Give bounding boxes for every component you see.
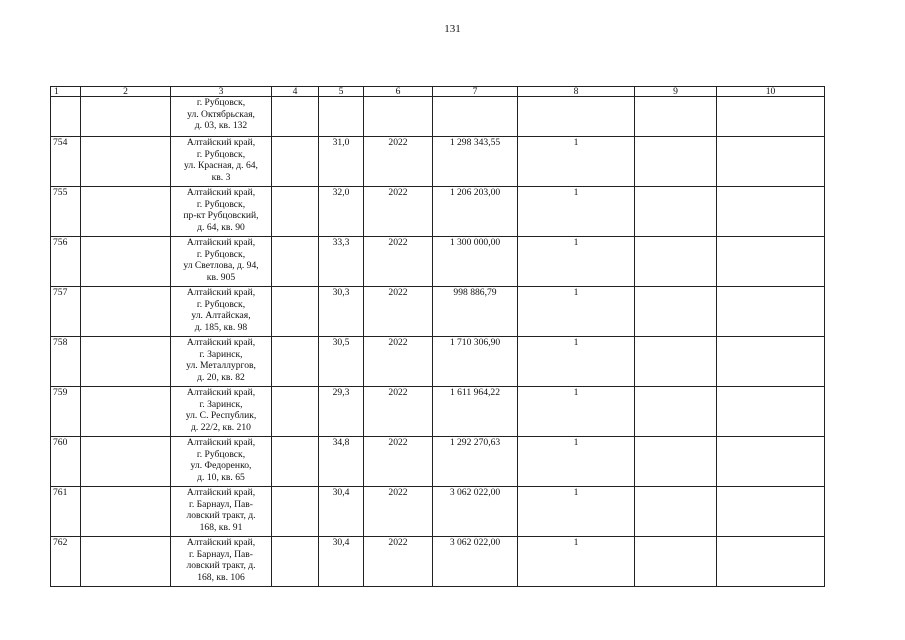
cell-col10 (717, 97, 825, 137)
cell-address (171, 537, 272, 587)
cell-year: 2022 (364, 287, 433, 337)
column-header-10: 10 (717, 87, 825, 97)
address-line: ул. С. Республик, (185, 410, 257, 422)
cell-number: 756 (51, 237, 81, 287)
address-line: Алтайский край, (186, 137, 256, 148)
cell-area: 31,0 (319, 137, 364, 187)
cell-count: 1 (518, 387, 635, 437)
cell-col2 (81, 537, 171, 587)
registry-table (50, 86, 825, 587)
cell-year (364, 97, 433, 137)
cell-address (171, 137, 272, 187)
address-line: пр-кт Рубцовский, (183, 210, 259, 222)
cell-price: 1 300 000,00 (433, 237, 518, 287)
cell-count: 1 (518, 287, 635, 337)
address-line: кв. 905 (206, 271, 236, 283)
cell-col10 (717, 487, 825, 537)
cell-col4 (272, 187, 319, 237)
address-line: д. 20, кв. 82 (197, 371, 245, 383)
address-line: кв. 3 (211, 171, 231, 183)
cell-count (518, 97, 635, 137)
cell-number: 755 (51, 187, 81, 237)
cell-col9 (635, 287, 717, 337)
address-line: Алтайский край, (186, 437, 256, 448)
cell-col2 (81, 97, 171, 137)
cell-price: 1 206 203,00 (433, 187, 518, 237)
cell-year: 2022 (364, 137, 433, 187)
cell-price: 1 710 306,90 (433, 337, 518, 387)
address-line: г. Барнаул, Пав- (189, 498, 253, 510)
address-line: ул. Красная, д. 64, (184, 160, 258, 172)
cell-col2 (81, 337, 171, 387)
address-line: ул. Федоренко, (190, 460, 252, 472)
cell-area: 29,3 (319, 387, 364, 437)
cell-address (171, 187, 272, 237)
cell-area: 30,3 (319, 287, 364, 337)
cell-number: 754 (51, 137, 81, 187)
address-line: г. Барнаул, Пав- (189, 548, 253, 560)
cell-col4 (272, 137, 319, 187)
cell-number: 761 (51, 487, 81, 537)
cell-col4 (272, 337, 319, 387)
cell-year: 2022 (364, 437, 433, 487)
cell-address (171, 237, 272, 287)
cell-area: 34,8 (319, 437, 364, 487)
cell-number: 759 (51, 387, 81, 437)
cell-col2 (81, 137, 171, 187)
address-line: г. Рубцовск, (196, 97, 246, 108)
cell-col9 (635, 237, 717, 287)
address-line: г. Рубцовск, (196, 248, 246, 260)
address-line: ул. Алтайская, (191, 310, 251, 322)
cell-col4 (272, 237, 319, 287)
cell-number: 762 (51, 537, 81, 587)
cell-address (171, 487, 272, 537)
cell-price: 1 298 343,55 (433, 137, 518, 187)
cell-number: 760 (51, 437, 81, 487)
cell-year: 2022 (364, 487, 433, 537)
address-line: 168, кв. 91 (199, 521, 243, 533)
address-line: г. Рубцовск, (196, 148, 246, 160)
column-header-5: 5 (319, 87, 364, 97)
address-line: г. Заринск, (199, 398, 243, 410)
address-line: д. 185, кв. 98 (194, 321, 248, 333)
address-line: Алтайский край, (186, 287, 256, 298)
cell-col4 (272, 487, 319, 537)
cell-col2 (81, 487, 171, 537)
cell-count: 1 (518, 187, 635, 237)
table-row (51, 187, 825, 237)
cell-col2 (81, 437, 171, 487)
address-line: Алтайский край, (186, 237, 256, 248)
cell-address (171, 387, 272, 437)
cell-col2 (81, 187, 171, 237)
address-line: д. 10, кв. 65 (197, 471, 245, 483)
table-row (51, 387, 825, 437)
cell-year: 2022 (364, 237, 433, 287)
cell-col4 (272, 537, 319, 587)
cell-col10 (717, 387, 825, 437)
cell-col9 (635, 537, 717, 587)
cell-col2 (81, 287, 171, 337)
page-number: 131 (444, 23, 461, 35)
address-line: ул Светлова, д. 94, (183, 260, 259, 272)
cell-col9 (635, 437, 717, 487)
cell-address (171, 97, 272, 137)
cell-col2 (81, 387, 171, 437)
address-line: Алтайский край, (186, 337, 256, 348)
cell-count: 1 (518, 337, 635, 387)
cell-count: 1 (518, 537, 635, 587)
cell-area: 33,3 (319, 237, 364, 287)
address-line: г. Рубцовск, (196, 198, 246, 210)
cell-area: 32,0 (319, 187, 364, 237)
cell-col10 (717, 437, 825, 487)
cell-price: 3 062 022,00 (433, 487, 518, 537)
table-row (51, 287, 825, 337)
column-header-6: 6 (364, 87, 433, 97)
cell-col9 (635, 487, 717, 537)
cell-col4 (272, 437, 319, 487)
column-header-7: 7 (433, 87, 518, 97)
address-line: ловский тракт, д. (186, 560, 256, 572)
cell-price: 3 062 022,00 (433, 537, 518, 587)
cell-col4 (272, 287, 319, 337)
address-line: д. 03, кв. 132 (194, 120, 248, 132)
cell-col10 (717, 287, 825, 337)
address-line: ул. Металлургов, (186, 360, 256, 372)
table-row (51, 337, 825, 387)
cell-col10 (717, 337, 825, 387)
cell-year: 2022 (364, 187, 433, 237)
cell-address (171, 287, 272, 337)
address-line: Алтайский край, (186, 187, 256, 198)
cell-count: 1 (518, 487, 635, 537)
table-row (51, 237, 825, 287)
cell-count: 1 (518, 437, 635, 487)
cell-col10 (717, 537, 825, 587)
address-line: Алтайский край, (186, 387, 256, 398)
cell-number: 757 (51, 287, 81, 337)
address-line: г. Рубцовск, (196, 298, 246, 310)
address-line: ловский тракт, д. (186, 510, 256, 522)
cell-col9 (635, 137, 717, 187)
cell-year: 2022 (364, 337, 433, 387)
cell-col9 (635, 337, 717, 387)
address-line: д. 64, кв. 90 (197, 221, 245, 233)
cell-col4 (272, 387, 319, 437)
header-row (51, 87, 825, 97)
cell-col9 (635, 97, 717, 137)
cell-count: 1 (518, 237, 635, 287)
address-line: д. 22/2, кв. 210 (191, 421, 251, 433)
cell-year: 2022 (364, 537, 433, 587)
cell-area: 30,5 (319, 337, 364, 387)
cell-price (433, 97, 518, 137)
table-row-continuation (51, 97, 825, 137)
cell-price: 998 886,79 (433, 287, 518, 337)
table-row (51, 137, 825, 187)
table-row (51, 437, 825, 487)
cell-col10 (717, 187, 825, 237)
address-line: г. Заринск, (199, 348, 243, 360)
address-line: Алтайский край, (186, 487, 256, 498)
column-header-9: 9 (635, 87, 717, 97)
cell-area (319, 97, 364, 137)
column-header-3: 3 (171, 87, 272, 97)
address-line: ул. Октябрьская, (187, 108, 255, 120)
cell-col2 (81, 237, 171, 287)
cell-col10 (717, 237, 825, 287)
cell-number (51, 97, 81, 137)
column-header-4: 4 (272, 87, 319, 97)
column-header-1: 1 (51, 87, 81, 97)
cell-address (171, 337, 272, 387)
cell-col10 (717, 137, 825, 187)
cell-area: 30,4 (319, 537, 364, 587)
cell-address (171, 437, 272, 487)
cell-area: 30,4 (319, 487, 364, 537)
table-row (51, 537, 825, 587)
column-header-2: 2 (81, 87, 171, 97)
cell-year: 2022 (364, 387, 433, 437)
cell-price: 1 611 964,22 (433, 387, 518, 437)
address-line: Алтайский край, (186, 537, 256, 548)
table-row (51, 487, 825, 537)
cell-col4 (272, 97, 319, 137)
cell-price: 1 292 270,63 (433, 437, 518, 487)
cell-number: 758 (51, 337, 81, 387)
cell-col9 (635, 387, 717, 437)
address-line: 168, кв. 106 (197, 571, 245, 583)
cell-count: 1 (518, 137, 635, 187)
cell-col9 (635, 187, 717, 237)
address-line: г. Рубцовск, (196, 448, 246, 460)
column-header-8: 8 (518, 87, 635, 97)
